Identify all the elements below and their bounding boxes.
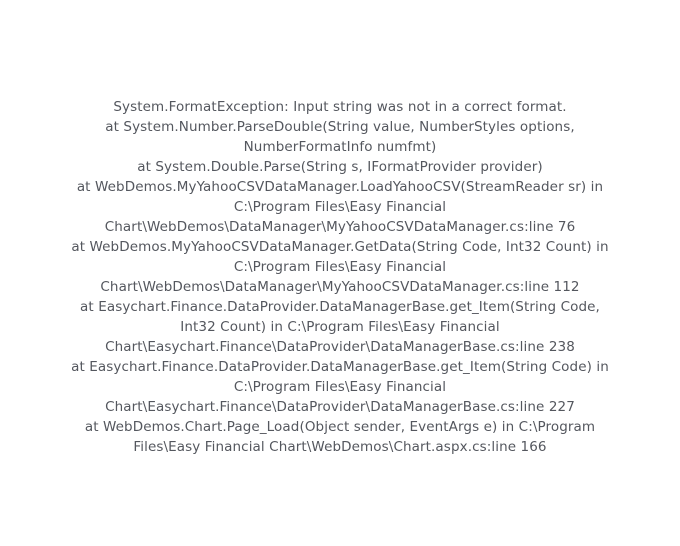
stack-trace-line: at WebDemos.Chart.Page_Load(Object sender, EventArgs e) in C:\Program — [84, 419, 596, 435]
stack-trace-line: at WebDemos.MyYahooCSVDataManager.LoadYahooCSV(StreamReader sr) in — [76, 179, 604, 195]
stack-trace-line: C:\Program Files\Easy Financial — [233, 259, 447, 275]
stack-trace-line: Chart\Easychart.Finance\DataProvider\DataManagerBase.cs:line 227 — [105, 399, 575, 415]
stack-trace-line: Chart\Easychart.Finance\DataProvider\DataManagerBase.cs:line 238 — [105, 339, 575, 355]
stack-trace-line: NumberFormatInfo numfmt) — [243, 139, 437, 155]
stack-trace-line: at WebDemos.MyYahooCSVDataManager.GetData(String Code, Int32 Count) in — [71, 239, 609, 255]
stack-trace-line: C:\Program Files\Easy Financial — [233, 199, 447, 215]
exception-stack-trace — [0, 97, 680, 457]
stack-trace-line: C:\Program Files\Easy Financial — [233, 379, 447, 395]
stack-trace-line: Chart\WebDemos\DataManager\MyYahooCSVDataManager.cs:line 76 — [104, 219, 576, 235]
stack-trace-line: at System.Double.Parse(String s, IFormatProvider provider) — [137, 159, 543, 175]
stack-trace-line: at System.Number.ParseDouble(String value, NumberStyles options, — [105, 119, 575, 135]
stack-trace-line: at Easychart.Finance.DataProvider.DataManagerBase.get_Item(String Code, — [80, 299, 600, 315]
stack-trace-line: Int32 Count) in C:\Program Files\Easy Financial — [180, 319, 500, 335]
stack-trace-line: Chart\WebDemos\DataManager\MyYahooCSVDataManager.cs:line 112 — [100, 279, 580, 295]
stack-trace-line: System.FormatException: Input string was not in a correct format. — [113, 99, 567, 115]
stack-trace-line: at Easychart.Finance.DataProvider.DataManagerBase.get_Item(String Code) in — [71, 359, 609, 375]
stack-trace-line: Files\Easy Financial Chart\WebDemos\Chart.aspx.cs:line 166 — [133, 439, 547, 455]
